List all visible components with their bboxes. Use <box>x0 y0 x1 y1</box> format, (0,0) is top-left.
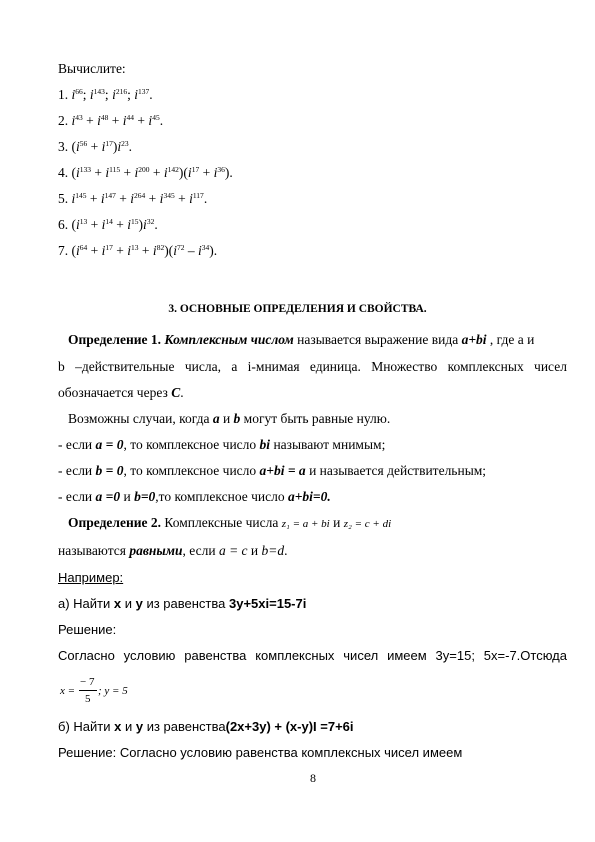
solution-word: имеем <box>387 648 427 663</box>
case-value: a+bi=0. <box>287 489 331 504</box>
solution-text <box>58 648 567 664</box>
definition-1 <box>68 332 534 348</box>
exercise-item <box>58 87 153 103</box>
var-b: b <box>233 411 241 426</box>
exponent: 143 <box>93 87 105 96</box>
z2-formula: z₂ = c + di <box>343 518 392 530</box>
definition-1-line-3 <box>58 385 184 401</box>
definition-2-term: равными <box>129 543 183 558</box>
cases-intro <box>68 411 390 427</box>
exponent: 115 <box>109 165 121 174</box>
case-condition: a =0 <box>95 489 121 504</box>
exercise-term: . <box>203 191 208 206</box>
exponent: 13 <box>79 217 88 226</box>
exponent: 145 <box>75 191 87 200</box>
exercise-number: 5. <box>58 191 72 206</box>
case-text: - если <box>58 437 96 452</box>
example-text: б) Найти <box>58 719 115 734</box>
definition-1-word: чисел <box>534 359 567 374</box>
definition-2-text: , если <box>182 543 219 558</box>
case-3 <box>58 489 331 505</box>
and-text: и <box>219 411 234 426</box>
example-label: Например: <box>58 570 124 585</box>
exercise-term: + i <box>91 165 110 180</box>
definition-1-word: b <box>58 359 65 374</box>
exercise-item <box>58 191 207 207</box>
definition-1-line-2 <box>58 359 567 375</box>
exponent: 264 <box>134 191 146 200</box>
exercise-term: ; i <box>82 87 94 102</box>
definition-1-word: –действительные <box>75 359 175 374</box>
x-lhs: x = <box>60 685 76 697</box>
exercise-term: ). <box>209 243 218 258</box>
definition-1-line-3-text: обозначается через <box>58 385 172 400</box>
exponent: 82 <box>156 243 165 252</box>
exercise-item <box>58 217 158 233</box>
exercise-term: (i <box>71 139 80 154</box>
exponent: 34 <box>201 243 210 252</box>
exercise-term: (i <box>71 243 80 258</box>
case-text: и <box>120 489 135 504</box>
period: . <box>180 385 184 400</box>
exercise-term: )i <box>112 139 122 154</box>
example-b <box>58 719 354 735</box>
exercise-term: + i <box>86 191 105 206</box>
example-text: из равенства <box>142 596 229 611</box>
solution-word: условию <box>123 648 176 663</box>
definition-2-text: называются <box>58 543 130 558</box>
definition-1-expression: a+bi <box>461 332 487 347</box>
exercise-term: . <box>159 113 164 128</box>
exponent: 45 <box>152 113 160 122</box>
exercise-term: . <box>128 139 133 154</box>
exponent: 66 <box>75 87 83 96</box>
case-text: , то комплексное число <box>123 437 260 452</box>
definition-1-word: Множество <box>371 359 438 374</box>
exponent: 17 <box>105 139 113 148</box>
solution-word: 3у=15; <box>435 648 475 663</box>
case-text: , то комплексное число <box>123 463 260 478</box>
page-number: 8 <box>310 771 316 785</box>
definition-1-word: i-мнимая <box>247 359 300 374</box>
exercise-term: )i <box>138 217 147 232</box>
solution-word: Согласно <box>58 648 115 663</box>
solution-word: равенства <box>184 648 247 663</box>
var-y: y <box>135 719 144 734</box>
definition-2-line-2 <box>58 543 288 559</box>
exercise-item <box>58 113 163 129</box>
cases-intro-end: могут быть равные нулю. <box>240 411 391 426</box>
exercise-item <box>58 139 132 155</box>
example-equation: (2x+3y) + (x-y)I =7+6i <box>225 719 354 734</box>
definition-1-text-end: , где а и <box>486 332 535 347</box>
exercise-term: i <box>71 87 76 102</box>
exponent: 72 <box>176 243 185 252</box>
exercise-term: + i <box>115 191 135 206</box>
definition-1-text: называется выражение вида <box>293 332 462 347</box>
case-value: bi <box>259 437 271 452</box>
exponent: 36 <box>217 165 225 174</box>
exponent: 64 <box>79 243 88 252</box>
var-x: x <box>113 596 122 611</box>
solution-word: 5х=-7.Отсюда <box>483 648 567 663</box>
period: . <box>284 543 288 558</box>
solution-label: Решение: <box>58 622 117 637</box>
exercise-term: . <box>149 87 153 102</box>
case-text: называют мнимым; <box>270 437 386 452</box>
case-value: a+bi = a <box>259 463 306 478</box>
exponent: 56 <box>79 139 88 148</box>
complex-set-symbol: C <box>171 385 181 400</box>
exercise-term: + i <box>134 113 153 128</box>
exponent: 200 <box>138 165 150 174</box>
var-a: a <box>212 411 220 426</box>
and-text: и <box>121 719 136 734</box>
and-text: и <box>329 515 344 530</box>
exercise-term: ; i <box>104 87 116 102</box>
exponent: 44 <box>126 113 135 122</box>
exercise-term: + i <box>174 191 193 206</box>
definition-1-label: Определение 1. <box>68 332 162 347</box>
exercise-number: 7. <box>58 243 72 258</box>
exercise-term: )(i <box>178 165 192 180</box>
case-condition: a = 0 <box>95 437 124 452</box>
exercise-term: ). <box>224 165 233 180</box>
exponent: 17 <box>191 165 200 174</box>
exercise-number: 2. <box>58 113 72 128</box>
example-a <box>58 596 306 612</box>
exercise-term: i <box>71 191 76 206</box>
section-heading: 3. ОСНОВНЫЕ ОПРЕДЕЛЕНИЯ И СВОЙСТВА. <box>168 303 427 315</box>
exercise-item <box>58 165 233 181</box>
exponent: 142 <box>167 165 179 174</box>
fraction-denominator: 5 <box>85 693 91 705</box>
exponent: 32 <box>146 217 155 226</box>
exercise-number: 4. <box>58 165 72 180</box>
var-y: y <box>135 596 143 611</box>
example-text: а) Найти <box>58 596 114 611</box>
var-x: x <box>114 719 122 734</box>
solution-word: комплексных <box>255 648 335 663</box>
cases-intro-text: Возможны случаи, когда <box>68 411 213 426</box>
and-text: и <box>247 543 262 558</box>
case-2 <box>58 463 486 479</box>
exercise-term: + i <box>87 217 106 232</box>
exercise-term: – i <box>184 243 202 258</box>
exercise-term: + i <box>120 165 139 180</box>
exercise-term: + i <box>87 139 106 154</box>
exercise-term: + i <box>138 243 157 258</box>
y-value: ; y = 5 <box>98 685 128 697</box>
and-text: и <box>121 596 136 611</box>
exercise-number: 1. <box>58 87 72 102</box>
exercise-number: 3. <box>58 139 72 154</box>
definition-1-word: а <box>231 359 238 374</box>
fraction-numerator: − 7 <box>80 676 95 688</box>
exercise-term: + i <box>82 113 101 128</box>
case-text: ,то комплексное число <box>155 489 288 504</box>
exercise-term: + i <box>149 165 168 180</box>
exponent: 43 <box>75 113 83 122</box>
definition-1-term: Комплексным числом <box>164 332 294 347</box>
exercise-item <box>58 243 217 259</box>
exercise-term: . <box>154 217 158 232</box>
case-text: и называется действительным; <box>305 463 487 478</box>
definition-1-word: числа, <box>184 359 221 374</box>
example-text: из равенства <box>143 719 226 734</box>
exponent: 117 <box>192 191 204 200</box>
exponent: 137 <box>137 87 150 96</box>
example-equation: 3y+5xi=15-7i <box>229 596 307 611</box>
exponent: 15 <box>131 217 139 226</box>
exercise-term: ; i <box>127 87 138 102</box>
exponent: 133 <box>79 165 92 174</box>
exercise-term: + i <box>87 243 106 258</box>
z1-formula: z₁ = a + bi <box>281 518 330 530</box>
exercise-term: + i <box>112 243 132 258</box>
exponent: 147 <box>104 191 116 200</box>
condition-2: b=d <box>261 543 285 558</box>
definition-1-word: комплексных <box>447 359 524 374</box>
condition-1: a = c <box>218 543 248 558</box>
exponent: 48 <box>100 113 109 122</box>
definition-2-text: Комплексные числа <box>161 515 282 530</box>
exercise-term: + i <box>112 217 132 232</box>
exercise-term: )(i <box>164 243 177 258</box>
case-condition: b = 0 <box>95 463 124 478</box>
exponent: 17 <box>105 243 113 252</box>
exercise-number: 6. <box>58 217 72 232</box>
exponent: 23 <box>121 139 129 148</box>
exponent: 216 <box>115 87 128 96</box>
exercise-title: Вычислите: <box>58 61 126 76</box>
case-text: - если <box>58 489 96 504</box>
case-condition: b=0 <box>134 489 156 504</box>
exercise-term: + i <box>199 165 218 180</box>
exponent: 345 <box>163 191 175 200</box>
exercise-term: (i <box>71 165 80 180</box>
exercise-term: + i <box>108 113 127 128</box>
fraction-bar <box>79 690 97 691</box>
exponent: 13 <box>131 243 139 252</box>
case-text: - если <box>58 463 96 478</box>
solution-word: чисел <box>343 648 379 663</box>
solution-b: Решение: Согласно условию равенства комплексных чисел имеем <box>58 745 463 760</box>
definition-1-word: единица. <box>309 359 361 374</box>
exponent: 14 <box>105 217 113 226</box>
case-1 <box>58 437 385 453</box>
exercise-term: + i <box>145 191 164 206</box>
exercise-term: (i <box>71 217 80 232</box>
definition-2 <box>68 515 391 532</box>
exercise-term: i <box>71 113 76 128</box>
definition-2-label: Определение 2. <box>68 515 162 530</box>
